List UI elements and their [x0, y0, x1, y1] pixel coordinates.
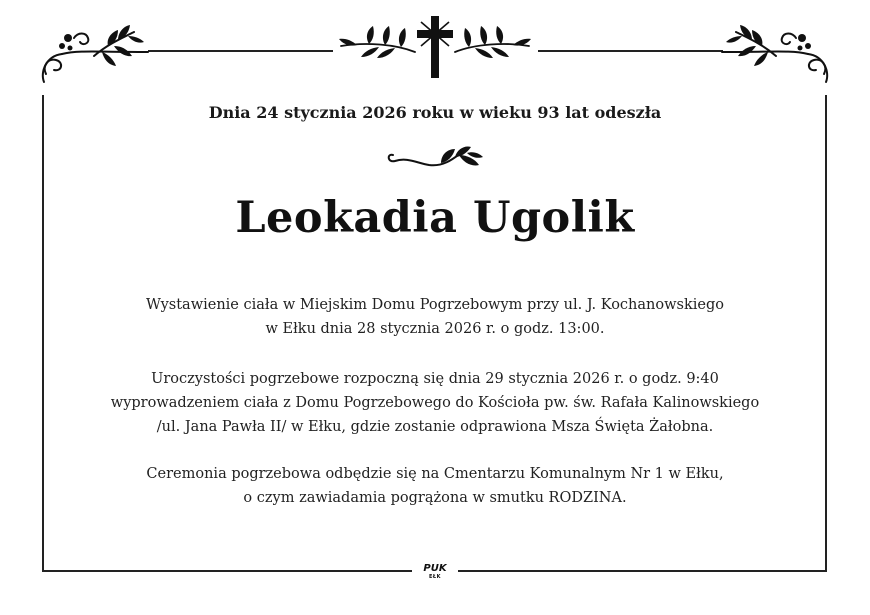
- paragraph-line: Ceremonia pogrzebowa odbędzie się na Cmentarzu Komunalnym Nr 1 w Ełku,: [146, 466, 724, 482]
- paragraph-line: wyprowadzeniem ciała z Domu Pogrzebowego do Kościoła pw. św. Rafała Kalinowskiego: [110, 395, 760, 411]
- paragraph-line: /ul. Jana Pawła II/ w Ełku, gdzie zostanie odprawiona Msza Święta Żałobna.: [156, 419, 714, 435]
- frame-bottom-left-line: [42, 570, 412, 572]
- logo-main-text: PUK: [423, 563, 447, 574]
- intro-line: Dnia 24 stycznia 2026 roku w wieku 93 lat odeszła: [208, 103, 662, 122]
- floral-corner-right-icon: [712, 16, 832, 88]
- logo-sub-text: EŁK: [428, 574, 441, 580]
- ceremony-paragraph: [60, 367, 810, 439]
- deceased-name: Leokadia Ugolik: [235, 193, 635, 243]
- burial-paragraph: [60, 462, 810, 510]
- frame-right-line: [825, 95, 827, 571]
- paragraph-line: Uroczystości pogrzebowe rozpoczną się dnia 29 stycznia 2026 r. o godz. 9:40: [151, 371, 719, 387]
- viewing-paragraph: [60, 293, 810, 341]
- puk-logo: [414, 563, 456, 583]
- paragraph-line: o czym zawiadamia pogrążona w smutku RODZINA.: [243, 490, 627, 506]
- frame-top-right-line: [538, 50, 723, 52]
- frame-left-line: [42, 95, 44, 571]
- cross-with-olive-branches-icon: [335, 12, 535, 82]
- paragraph-line: Wystawienie ciała w Miejskim Domu Pogrzebowym przy ul. J. Kochanowskiego: [146, 297, 724, 313]
- leaf-divider-icon: [383, 143, 487, 175]
- floral-corner-left-icon: [38, 16, 158, 88]
- paragraph-line: w Ełku dnia 28 stycznia 2026 r. o godz. 13:00.: [265, 321, 605, 337]
- frame-top-left-line: [148, 50, 333, 52]
- frame-bottom-right-line: [458, 570, 827, 572]
